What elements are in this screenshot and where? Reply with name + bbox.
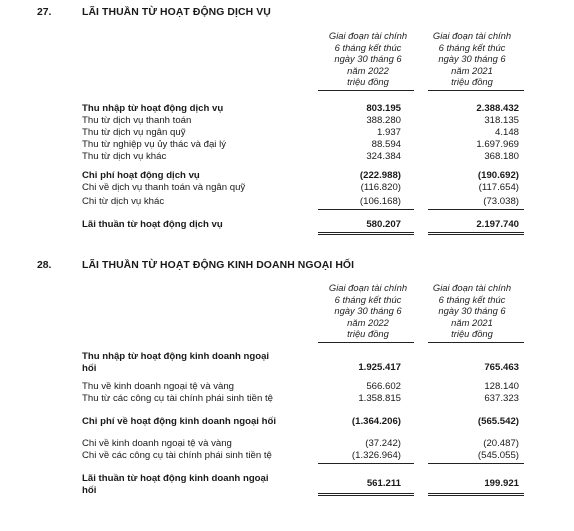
column-header-2022 <box>316 30 420 88</box>
value-2022: (222.988) <box>359 170 401 181</box>
row-label <box>82 351 269 374</box>
total-rule <box>318 232 414 233</box>
row-label-line: Thu nhập từ hoạt động kinh doanh ngoại <box>82 351 270 362</box>
value-2022: (1.326.964) <box>351 450 401 461</box>
col-header-line: triệu đồng <box>451 328 493 340</box>
col-header-line: 6 tháng kết thúc <box>438 293 506 305</box>
value-2022: (116.820) <box>360 182 401 193</box>
header-underline <box>318 342 414 343</box>
section-number: 27. <box>37 7 52 18</box>
section-title: LÃI THUẦN TỪ HOẠT ĐỘNG KINH DOANH NGOẠI HỐI <box>82 260 355 271</box>
col-header-line: 6 tháng kết thúc <box>334 293 402 305</box>
value-2022: 1.358.815 <box>358 393 401 404</box>
row-label: Thu về kinh doanh ngoại tệ và vàng <box>82 381 235 392</box>
row-label: Chi về kinh doanh ngoại tệ và vàng <box>82 438 232 449</box>
subtotal-rule <box>428 209 524 210</box>
total-value-2021: 2.197.740 <box>476 219 519 230</box>
value-2021: 2.388.432 <box>476 103 519 114</box>
value-2022: 1.937 <box>376 127 401 138</box>
total-value-2022: 561.211 <box>366 478 401 489</box>
header-underline <box>428 90 524 91</box>
row-label-line: hối <box>82 362 97 374</box>
row-label: Chi về các công cụ tài chính phái sinh tiền tệ <box>82 450 272 461</box>
value-2022: 88.594 <box>371 139 401 150</box>
total-value-2021: 199.921 <box>484 478 519 489</box>
total-label <box>82 473 269 496</box>
col-header-line: 6 tháng kết thúc <box>334 41 402 53</box>
col-header-line: Giai đoạn tài chính <box>432 30 512 41</box>
row-label: Thu từ các công cụ tài chính phái sinh tiền tệ <box>82 393 273 404</box>
row-label-line: hối <box>82 484 97 496</box>
section-title: LÃI THUẦN TỪ HOẠT ĐỘNG DỊCH VỤ <box>82 7 271 18</box>
section-number: 28. <box>37 260 52 271</box>
col-header-line: ngày 30 tháng 6 <box>438 53 506 65</box>
col-header-line: Giai đoạn tài chính <box>328 282 408 293</box>
col-header-line: triệu đồng <box>347 76 389 88</box>
row-label: Thu từ dịch vụ khác <box>82 151 167 162</box>
header-underline <box>428 342 524 343</box>
subtotal-rule <box>428 463 524 464</box>
row-label: Chi phí về hoạt động kinh doanh ngoại hối <box>82 416 276 427</box>
col-header-line: triệu đồng <box>451 76 493 88</box>
column-header-2021 <box>420 282 524 340</box>
row-label: Chi về dịch vụ thanh toán và ngân quỹ <box>82 182 246 193</box>
value-2021: 637.323 <box>484 393 519 404</box>
value-2021: 368.180 <box>484 151 519 162</box>
row-label: Chi từ dịch vụ khác <box>82 196 165 207</box>
total-rule <box>428 495 524 496</box>
total-rule <box>428 232 524 233</box>
value-2022: 803.195 <box>366 103 401 114</box>
col-header-line: Giai đoạn tài chính <box>432 282 512 293</box>
total-rule <box>318 234 414 235</box>
value-2022: (1.364.206) <box>351 416 401 427</box>
row-label: Thu từ nghiệp vụ ủy thác và đại lý <box>82 139 227 150</box>
total-value-2022: 580.207 <box>366 219 401 230</box>
value-2021: 318.135 <box>484 115 519 126</box>
col-header-line: 6 tháng kết thúc <box>438 41 506 53</box>
row-label: Thu từ dịch vụ ngân quỹ <box>82 127 186 138</box>
column-header-2022 <box>316 282 420 340</box>
value-2021: (190.692) <box>477 170 519 181</box>
row-label-line: Lãi thuần từ hoạt động kinh doanh ngoại <box>82 473 269 484</box>
value-2021: (20.487) <box>483 438 519 449</box>
col-header-line: năm 2021 <box>451 64 493 76</box>
value-2022: 388.280 <box>366 115 401 126</box>
col-header-line: ngày 30 tháng 6 <box>334 53 402 65</box>
value-2022: 324.384 <box>366 151 401 162</box>
value-2021: 4.148 <box>494 127 519 138</box>
subtotal-rule <box>318 209 414 210</box>
total-rule <box>318 493 414 494</box>
col-header-line: năm 2021 <box>451 316 493 328</box>
value-2021: (545.055) <box>477 450 519 461</box>
row-label: Chi phí hoạt động dịch vụ <box>82 170 200 181</box>
subtotal-rule <box>318 463 414 464</box>
value-2022: (37.242) <box>365 438 401 449</box>
value-2021: (565.542) <box>477 416 519 427</box>
col-header-line: Giai đoạn tài chính <box>328 30 408 41</box>
value-2021: (73.038) <box>483 196 519 207</box>
col-header-line: năm 2022 <box>347 64 389 76</box>
value-2021: 1.697.969 <box>476 139 519 150</box>
column-header-2021 <box>420 30 524 88</box>
total-label: Lãi thuần từ hoạt động dịch vụ <box>82 219 223 230</box>
value-2022: 566.602 <box>366 381 401 392</box>
total-rule <box>428 493 524 494</box>
value-2021: 128.140 <box>484 381 519 392</box>
col-header-line: triệu đồng <box>347 328 389 340</box>
row-label: Thu nhập từ hoạt động dịch vụ <box>82 103 224 114</box>
value-2022: (106.168) <box>359 196 401 207</box>
col-header-line: ngày 30 tháng 6 <box>438 305 506 317</box>
value-2021: (117.654) <box>478 182 519 193</box>
col-header-line: ngày 30 tháng 6 <box>334 305 402 317</box>
header-underline <box>318 90 414 91</box>
value-2021: 765.463 <box>484 362 519 373</box>
total-rule <box>428 234 524 235</box>
col-header-line: năm 2022 <box>347 316 389 328</box>
value-2022: 1.925.417 <box>358 362 401 373</box>
row-label: Thu từ dịch vụ thanh toán <box>82 115 192 126</box>
total-rule <box>318 495 414 496</box>
